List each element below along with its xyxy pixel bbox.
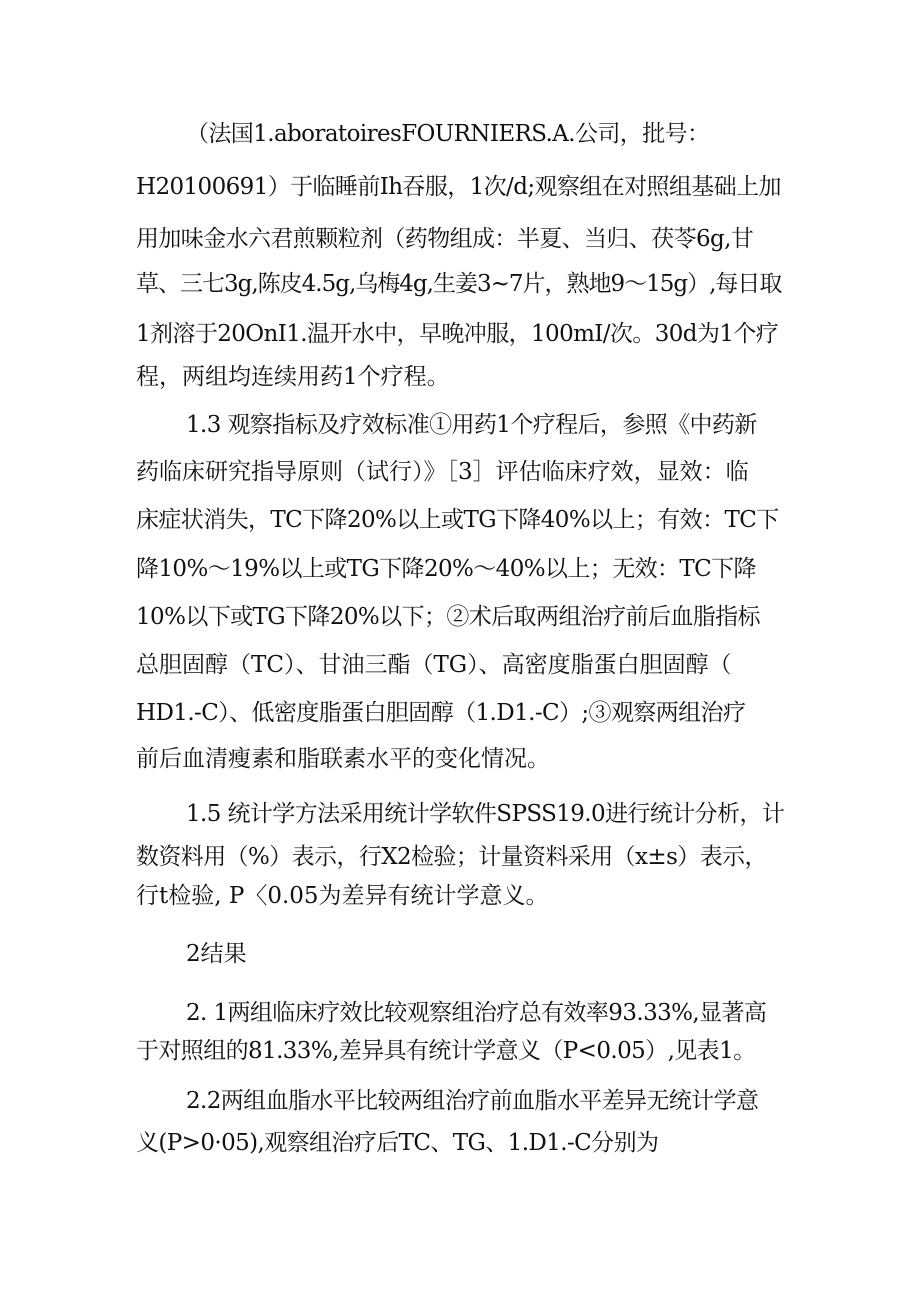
text-line: 程，两组均连续用药1个疗程。	[136, 364, 450, 390]
text-line: 床症状消失，TC下降20%以上或TG下降40%以上；有效：TC下	[136, 507, 779, 533]
text-line: 10%以下或TG下降20%以下；②术后取两组治疗前后血脂指标	[136, 604, 760, 630]
text-line: 用加味金水六君煎颗粒剂（药物组成：半夏、当归、茯苓6g,甘	[136, 226, 754, 252]
text-line: 草、三七3g,陈皮4.5g,乌梅4g,生姜3~7片，熟地9～15g）,每日取	[136, 271, 782, 297]
text-line: 1剂溶于20OnI1.温开水中，早晚冲服，100mI/次。30d为1个疗	[136, 321, 779, 347]
text-line: 1.3 观察指标及疗效标准①用药1个疗程后，参照《中药新	[186, 412, 757, 438]
text-line: 数资料用（%）表示，行X2检验；计量资料采用（x±s）表示，	[136, 844, 767, 870]
section-title: 2结果	[186, 941, 247, 967]
text-line: 总胆固醇（TC）、甘油三酯（TG）、高密度脂蛋白胆固醇（	[136, 652, 732, 678]
text-line: （法国1.aboratoiresFOURNIERS.A.公司，批号：	[186, 121, 710, 147]
text-line: 1.5 统计学方法采用统计学软件SPSS19.0进行统计分析，计	[186, 801, 785, 827]
text-line: 2. 1两组临床疗效比较观察组治疗总有效率93.33%,显著高	[186, 1000, 767, 1026]
text-line: HD1.-C）、低密度脂蛋白胆固醇（1.D1.-C）;③观察两组治疗	[136, 700, 746, 726]
text-line: 于对照组的81.33%,差异具有统计学意义（P<0.05）,见表1。	[136, 1038, 756, 1064]
text-line: H20100691）于临睡前Ih吞服，1次/d;观察组在对照组基础上加	[136, 174, 781, 200]
text-line: 前后血清瘦素和脂联素水平的变化情况。	[136, 746, 550, 772]
text-line: 2.2两组血脂水平比较两组治疗前血脂水平差异无统计学意	[186, 1088, 759, 1114]
text-line: 药临床研究指导原则（试行）》［3］评估临床疗效，显效：临	[136, 459, 749, 485]
text-line: 义(P>0·05),观察组治疗后TC、TG、1.D1.-C分别为	[136, 1130, 659, 1156]
text-line: 行t检验, P〈0.05为差异有统计学意义。	[136, 883, 549, 909]
text-line: 降10%～19%以上或TG下降20%～40%以上；无效：TC下降	[136, 556, 756, 582]
